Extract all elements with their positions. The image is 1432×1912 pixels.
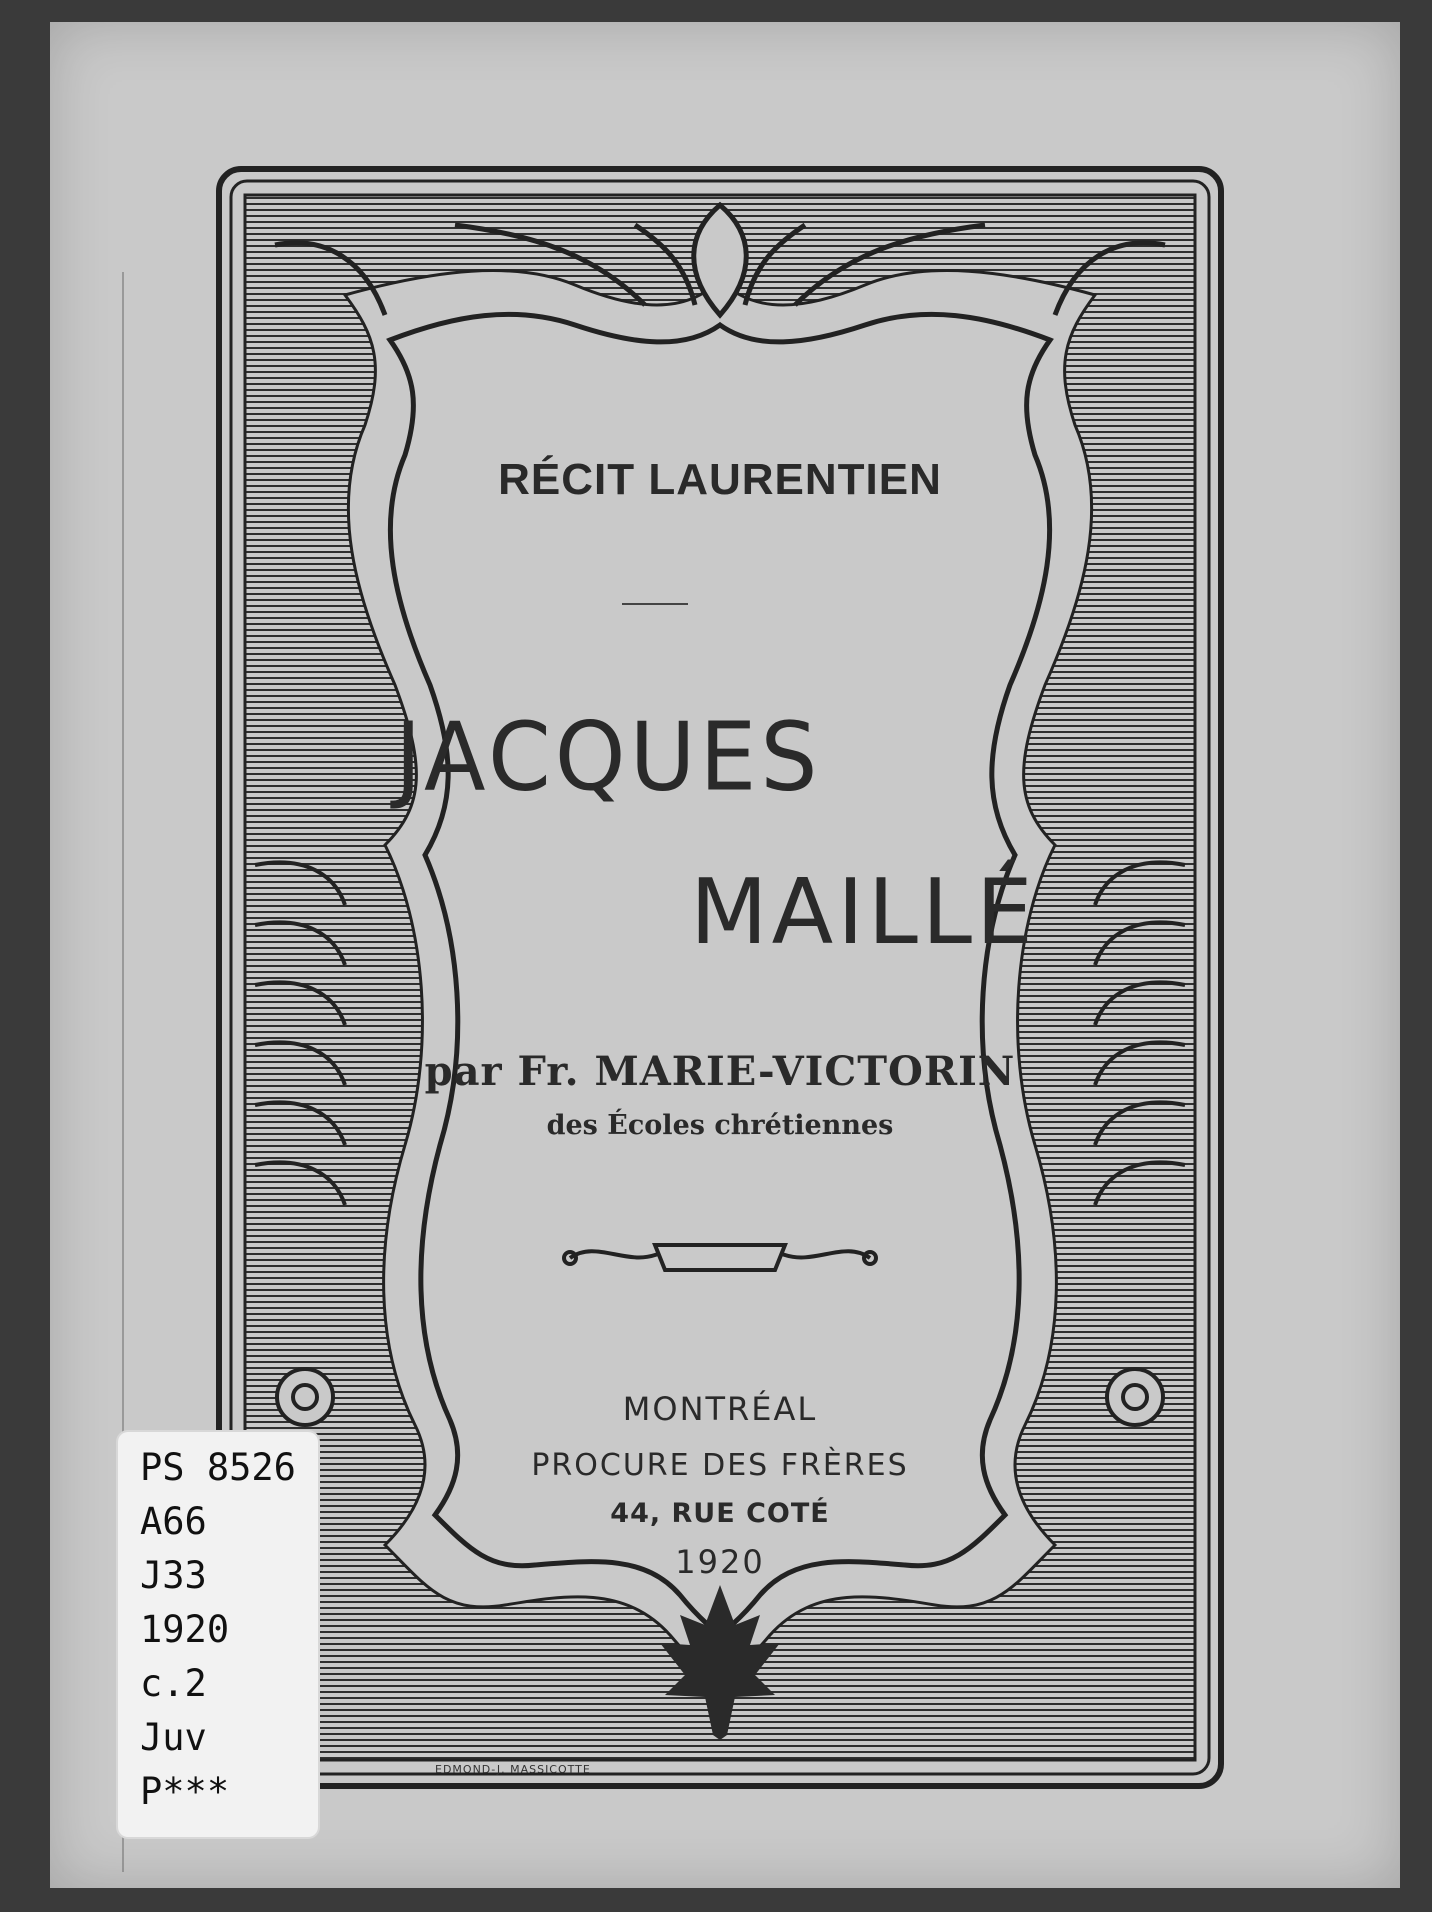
call-number-line: P*** [140, 1770, 230, 1813]
call-number-line: Juv [140, 1716, 207, 1759]
publisher-address: 44, RUE COTÉ [610, 1498, 830, 1529]
call-number-line: c.2 [140, 1662, 207, 1705]
divider-rule [622, 603, 688, 605]
publication-city: MONTRÉAL [622, 1390, 818, 1428]
title-line-1: JACQUES [395, 702, 822, 813]
title-line-2: MAILLÉ [690, 860, 1037, 965]
call-number-line: PS 8526 [140, 1446, 296, 1489]
call-number-line: J33 [140, 1554, 207, 1597]
author-line: par Fr. MARIE-VICTORIN [424, 1048, 1016, 1095]
author-affiliation: des Écoles chrétiennes [546, 1110, 894, 1141]
series-title: RÉCIT LAURENTIEN [498, 455, 942, 504]
call-number-label [118, 1432, 318, 1837]
call-number-line: A66 [140, 1500, 207, 1543]
call-number-line: 1920 [140, 1608, 230, 1651]
publication-year: 1920 [675, 1543, 765, 1581]
engraver-credit: EDMOND-J. MASSICOTTE [435, 1763, 591, 1776]
publisher-name: PROCURE DES FRÈRES [531, 1448, 909, 1483]
